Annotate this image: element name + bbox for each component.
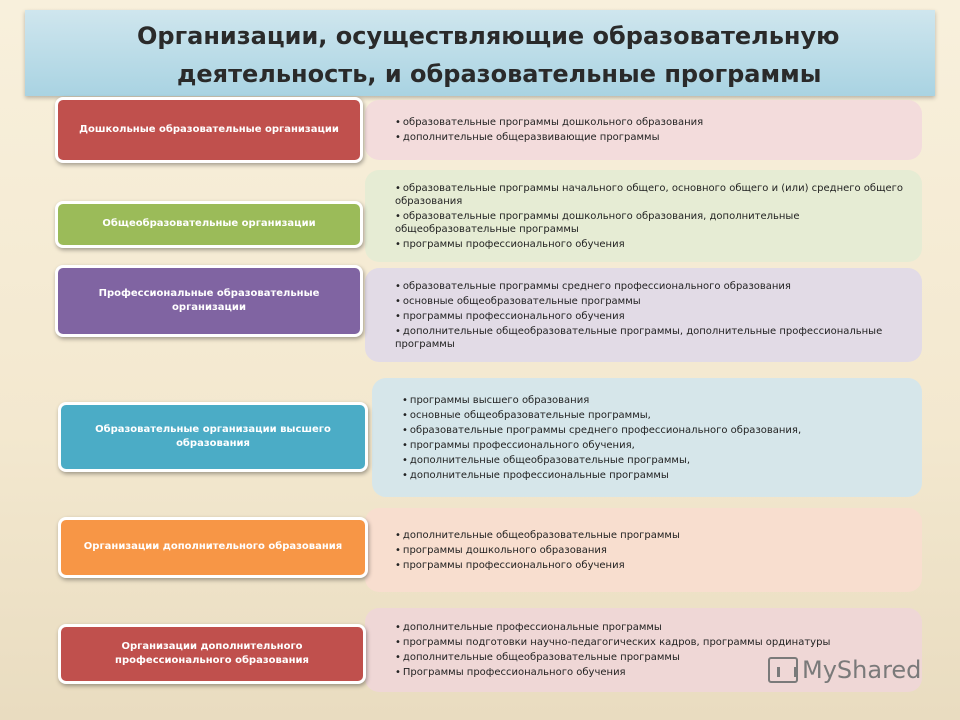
program-item: • образовательные программы дошкольного образования [395,116,922,129]
title-line-1: Организации, осуществляющие образовательную [137,22,840,50]
program-item: • программы профессионального обучения, [402,439,922,452]
program-item: • образовательные программы среднего профессионального образования, [402,424,922,437]
watermark [768,656,921,684]
program-item: • дополнительные общеобразовательные программы [395,651,922,664]
program-item: • программы профессионального обучения [395,310,922,323]
program-item: • образовательные программы дошкольного образования, дополнительные общеобразовательные программы [395,210,922,236]
title-banner [25,10,935,96]
watermark-text: MyShared [802,656,922,684]
programs-panel [372,378,922,497]
program-item: • программы профессионального обучения [395,238,922,251]
program-item: • дополнительные профессиональные программы [402,469,922,482]
organization-box: Профессиональные образовательные организации [55,265,363,337]
program-item: • образовательные программы среднего профессионального образования [395,280,922,293]
program-item: • программы высшего образования [402,394,922,407]
program-item: • программы подготовки научно-педагогических кадров, программы ординатуры [395,636,922,649]
presentation-icon [768,657,798,683]
program-item: • дополнительные общеобразовательные программы [395,529,922,542]
program-item: • основные общеобразовательные программы [395,295,922,308]
program-item: • дополнительные профессиональные программы [395,621,922,634]
program-item: • образовательные программы начального общего, основного общего и (или) среднего общего образования [395,182,922,208]
program-item: • основные общеобразовательные программы, [402,409,922,422]
programs-panel [365,268,922,362]
program-item: • программы дошкольного образования [395,544,922,557]
program-item: • дополнительные общеобразовательные программы, [402,454,922,467]
program-item: • программы профессионального обучения [395,559,922,572]
programs-panel [365,100,922,160]
program-item: • дополнительные общеразвивающие программы [395,131,922,144]
programs-panel [365,170,922,262]
title-line-2: деятельность, и образовательные программы [177,60,822,88]
organization-box: Организации дополнительного профессионального образования [58,624,366,684]
organization-box: Образовательные организации высшего образования [58,402,368,472]
organization-box: Общеобразовательные организации [55,201,363,248]
programs-panel [365,508,922,592]
organization-box: Организации дополнительного образования [58,517,368,578]
program-item: • дополнительные общеобразовательные программы, дополнительные профессиональные программы [395,325,922,351]
program-item: • Программы профессионального обучения [395,666,922,679]
organization-box: Дошкольные образовательные организации [55,97,363,163]
